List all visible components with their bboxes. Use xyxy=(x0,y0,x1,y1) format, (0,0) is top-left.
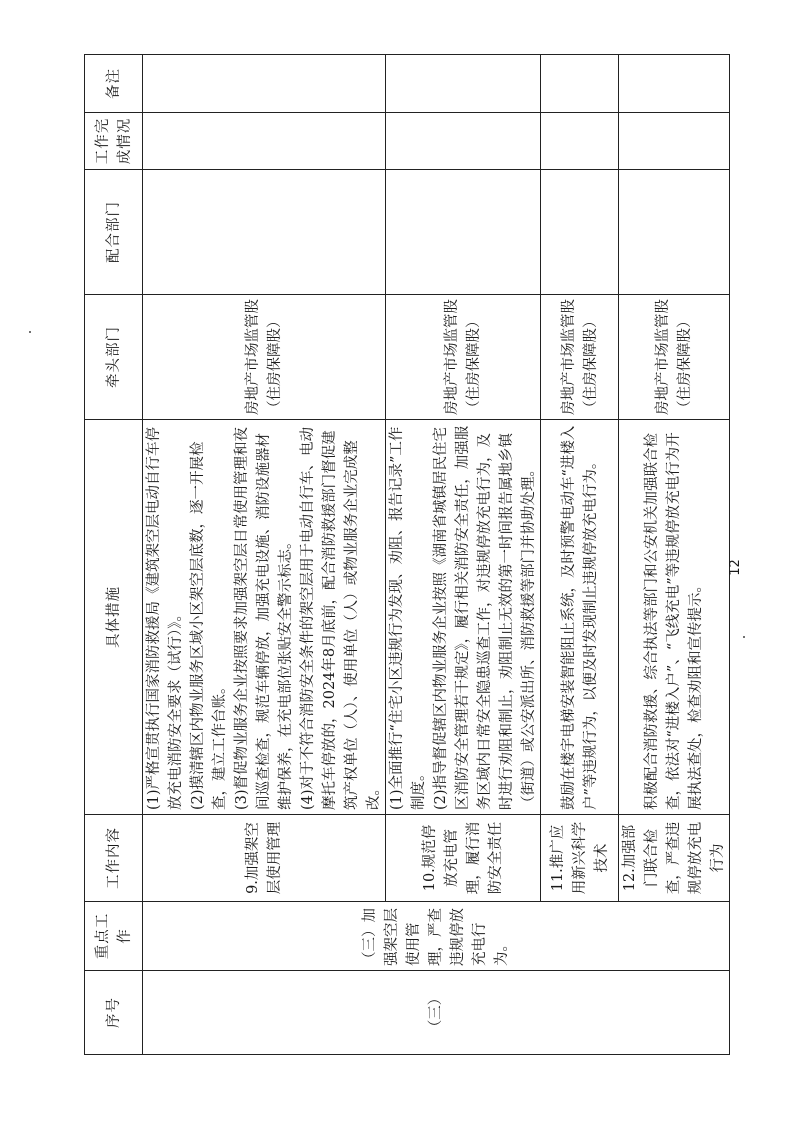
row-note xyxy=(541,55,619,113)
row-measures xyxy=(541,420,619,815)
row-coop-dept xyxy=(541,170,619,295)
measure-item: (2)指导督促辖区内物业服务企业按照《湖南省城镇居民住宅区消防安全管理若干规定》，履行相关消防安全责任，加强服务区域内日常安全隐患巡查工作，对违规停放充电行为，及时进行劝阻和制止，劝阻制止无效的第一时间报告属地乡镇（街道）或公安派出所、消防救援等部门并协助处理。 xyxy=(433,425,537,810)
measure-item: (4)对于不符合消防安全条件的架空层用于电动自行车、电动摩托车停放的，2024年8月底前，配合消防救援部门督促建筑产权单位（人）、使用单位（人）或物业服务企业完成整改。 xyxy=(300,426,382,810)
header-coop-dept: 配合部门 xyxy=(85,170,143,295)
measure-item: (1)严格宣贯执行国家消防救援局《建筑架空层电动自行车停放充电消防安全要求（试行）》。 xyxy=(146,426,184,810)
row-note xyxy=(143,55,386,113)
row-status xyxy=(386,113,541,170)
row-coop-dept xyxy=(619,170,730,295)
row-lead-dept: 房地产市场监管股（住房保障股） xyxy=(541,295,619,420)
header-note: 备注 xyxy=(85,55,143,113)
header-focus: 重点工作 xyxy=(85,902,143,971)
row-measures xyxy=(386,420,541,815)
row-lead-dept: 房地产市场监管股（住房保障股） xyxy=(619,295,730,420)
measure-item: (2)摸清辖区内物业服务区域小区架空层底数，逐一开展检查，建立工作台账。 xyxy=(190,441,228,810)
row-measures xyxy=(619,420,730,815)
header-status: 工作完成情况 xyxy=(85,113,143,170)
row-status xyxy=(541,113,619,170)
measure-item: (1)全面推行“住宅小区违规行为发现、劝阻、报告记录”工作制度。 xyxy=(389,426,427,810)
row-status xyxy=(619,113,730,170)
row-lead-dept: 房地产市场监管股（住房保障股） xyxy=(143,295,386,420)
rotated-table-wrapper xyxy=(84,68,726,1055)
scan-speck xyxy=(743,636,745,638)
row-content: 11.推广应用新兴科学技术 xyxy=(541,815,619,902)
section-focus: （三）加强架空层使用管理，严查违规停放充电行为。 xyxy=(143,902,730,971)
row-status xyxy=(143,113,386,170)
header-index: 序号 xyxy=(85,971,143,1055)
row-coop-dept xyxy=(386,170,541,295)
row-measures xyxy=(143,420,386,815)
row-note xyxy=(619,55,730,113)
header-content: 工作内容 xyxy=(85,815,143,902)
header-row xyxy=(85,55,143,1055)
row-lead-dept: 房地产市场监管股（住房保障股） xyxy=(386,295,541,420)
row-note xyxy=(386,55,541,113)
row-content: 10.规范停放充电管理，履行消防安全责任 xyxy=(386,815,541,902)
measure-item: 鼓励在楼宇电梯安装智能阻止系统，及时预警电动车“进楼入户”等违规行为，以便及时发现制止违规停放充电行为。 xyxy=(560,425,599,810)
work-plan-table xyxy=(84,54,730,1055)
row-content: 12.加强部门联合检查，严查违规停放充电行为 xyxy=(619,815,730,902)
section-index: （三） xyxy=(143,971,730,1055)
measure-item: 积极配合消防救援、综合执法等部门和公安机关加强联合检查，依法对“进楼入户”、“飞线充电”等违规停放充电行为开展执法查处，检查劝阻和宣传提示。 xyxy=(644,432,704,810)
header-measures: 具体措施 xyxy=(85,420,143,815)
table-row xyxy=(143,55,386,1055)
measure-item: (3)督促物业服务企业按照要求加强架空层日常使用管理和夜间巡查检查，规范车辆停放，加强充电设施、消防设施器材维护保养，在充电部位张贴安全警示标志。 xyxy=(234,426,294,810)
header-lead-dept: 牵头部门 xyxy=(85,295,143,420)
page-number: 12 xyxy=(727,559,743,576)
scan-speck xyxy=(29,331,31,333)
row-content: 9.加强架空层使用管理 xyxy=(143,815,386,902)
row-coop-dept xyxy=(143,170,386,295)
